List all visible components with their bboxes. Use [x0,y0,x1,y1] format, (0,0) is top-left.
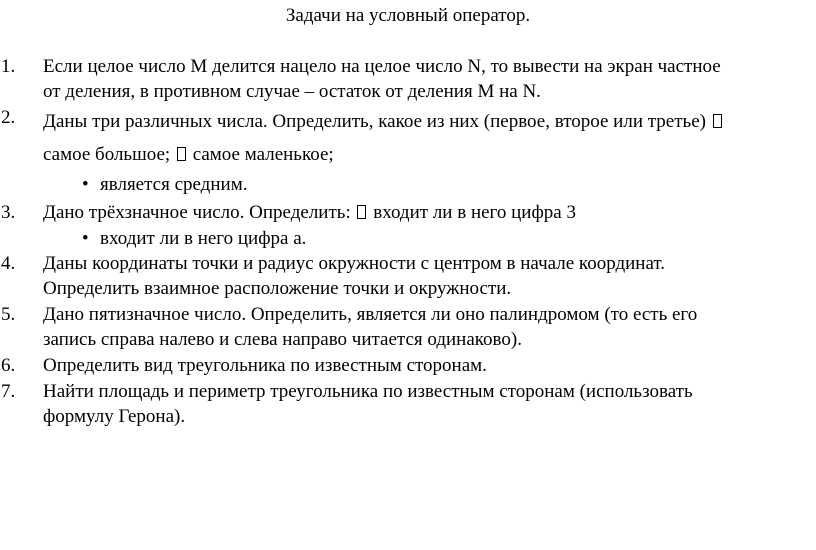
task-item-2 [0,105,816,171]
bullet-icon: • [82,228,89,249]
missing-glyph-icon [357,205,366,219]
task-number: 4. [1,253,16,274]
task-number: 6. [1,355,16,376]
task-text-line: Определить взаимное расположение точки и окружности. [43,278,512,299]
task-text-line: Даны координаты точки и радиус окружности с центром в начале координат. [43,253,666,274]
task-text-line: формулу Герона). [43,406,186,427]
bullet-item [0,226,816,251]
task-number: 7. [1,381,16,402]
task-text-line: от деления, в противном случае – остаток от деления M на N. [43,81,541,102]
bullet-text: является средним. [100,174,248,195]
task-text: Дано трёхзначное число. Определить: [43,202,351,223]
task-item-3 [0,200,816,225]
task-item-5 [0,302,816,352]
task-text: входит ли в него цифра 3 [373,202,576,223]
missing-glyph-icon [177,147,186,161]
task-item-7 [0,379,816,429]
task-text: самое большое; [43,144,171,165]
task-item-6 [0,353,816,378]
bullet-icon: • [82,174,89,195]
bullet-text: входит ли в него цифра а. [100,228,307,249]
task-number: 3. [1,202,16,223]
task-text-line [43,138,816,171]
task-text-line: Дано пятизначное число. Определить, является ли оно палиндромом (то есть его [43,304,698,325]
bullet-item [0,172,816,197]
task-list [0,54,816,430]
task-number: 5. [1,304,16,325]
task-number: 1. [1,56,16,77]
task-text: самое маленькое; [192,144,334,165]
task-item-4 [0,251,816,301]
task-text-line: Если целое число M делится нацело на целое число N, то вывести на экран частное [43,56,721,77]
task-text: Даны три различных числа. Определить, какое из них (первое, второе или третье) [43,111,706,132]
task-text-line: Определить вид треугольника по известным сторонам. [43,355,487,376]
task-item-1 [0,54,816,104]
task-text-line [43,105,816,138]
task-text-line: Найти площадь и периметр треугольника по известным сторонам (использовать [43,381,693,402]
missing-glyph-icon [713,114,722,128]
task-number: 2. [1,107,16,128]
task-text-line [43,200,816,225]
task-text-line: запись справа налево и слева направо читается одинаково). [43,329,522,350]
document-title: Задачи на условный оператор. [285,5,531,26]
